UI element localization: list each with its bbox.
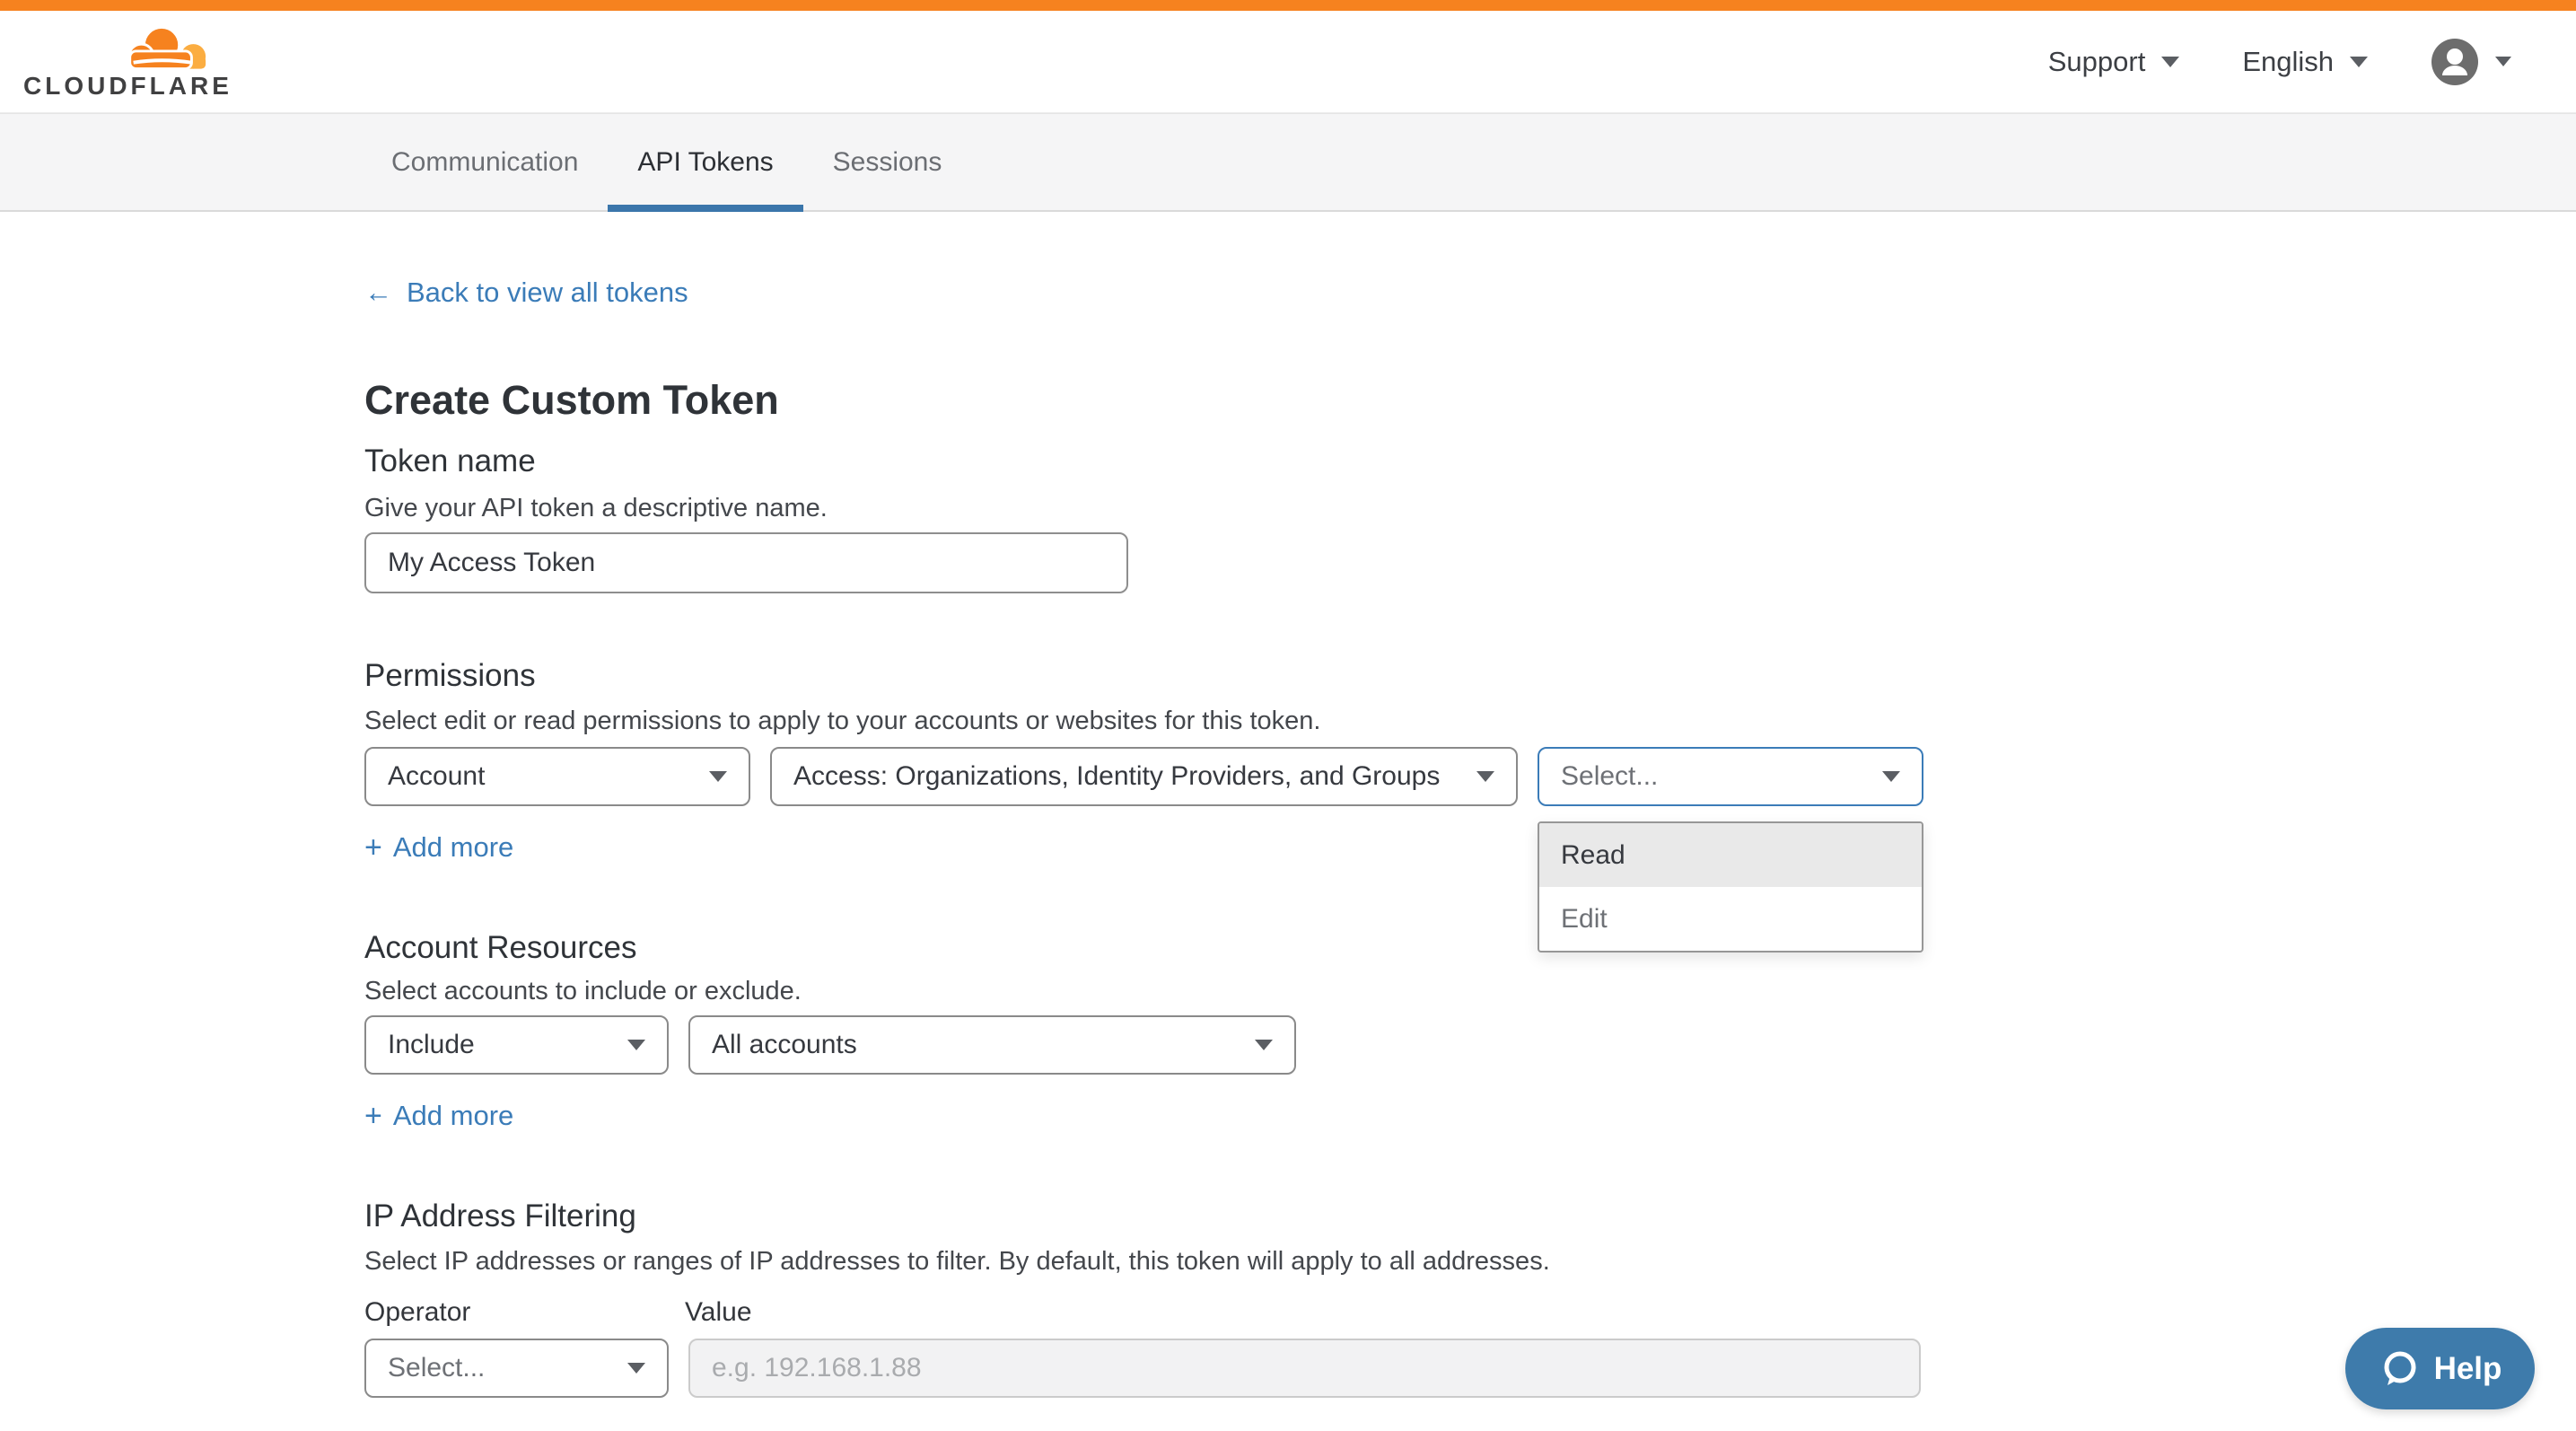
ip-operator-placeholder: Select...	[388, 1353, 486, 1383]
main-content	[0, 212, 2576, 1398]
permission-scope-value: Account	[388, 761, 486, 791]
chevron-down-icon	[2161, 57, 2179, 67]
account-resources-select-row	[364, 1015, 2576, 1075]
resource-accounts-select[interactable]	[688, 1015, 1296, 1075]
support-menu-label: Support	[2047, 45, 2146, 77]
header-menu	[2048, 38, 2511, 86]
permissions-description: Select edit or read permissions to apply to your accounts or websites for this token.	[364, 707, 1321, 735]
left-arrow-icon: ←	[364, 277, 392, 308]
permission-access-select-wrap	[1538, 747, 1923, 934]
token-name-description: Give your API token a descriptive name.	[364, 494, 828, 522]
access-dropdown-menu	[1538, 821, 1923, 953]
user-avatar-icon	[2431, 38, 2479, 86]
token-name-input[interactable]	[364, 532, 1128, 593]
chat-bubble-icon	[2379, 1348, 2420, 1390]
ip-value-input[interactable]	[688, 1339, 1921, 1398]
top-accent-bar	[0, 0, 2576, 11]
chevron-down-icon	[1255, 1040, 1273, 1050]
cloudflare-cloud-icon	[116, 22, 213, 77]
permissions-add-more-label: Add more	[392, 831, 514, 863]
chevron-down-icon	[1882, 771, 1900, 782]
chevron-down-icon	[2495, 57, 2511, 66]
ip-filtering-controls-row	[364, 1339, 2576, 1398]
permission-access-select[interactable]	[1538, 747, 1923, 806]
resource-accounts-value: All accounts	[712, 1030, 857, 1059]
chevron-down-icon	[627, 1040, 645, 1050]
resource-include-select[interactable]	[364, 1015, 669, 1075]
permissions-add-more-link[interactable]	[364, 831, 513, 864]
access-option-edit[interactable]: Edit	[1561, 903, 1608, 934]
language-menu-label: English	[2242, 45, 2334, 77]
token-name-heading: Token name	[364, 443, 536, 478]
tab-sessions[interactable]: Sessions	[832, 146, 942, 177]
cloudflare-wordmark: CLOUDFLARE	[23, 71, 232, 100]
ip-filtering-description: Select IP addresses or ranges of IP addresses to filter. By default, this token will apply to all addresses.	[364, 1247, 1550, 1276]
ip-filtering-labels	[364, 1297, 2576, 1328]
permissions-heading: Permissions	[364, 658, 536, 693]
operator-label: Operator	[364, 1297, 471, 1327]
language-menu[interactable]	[2242, 46, 2368, 78]
back-to-tokens-link[interactable]	[364, 277, 688, 309]
cloudflare-logo[interactable]	[23, 23, 232, 101]
account-resources-add-more-link[interactable]	[364, 1100, 513, 1132]
access-option-read[interactable]: Read	[1539, 823, 1922, 887]
account-menu[interactable]	[2431, 38, 2511, 86]
resource-include-value: Include	[388, 1030, 475, 1059]
chevron-down-icon	[2350, 57, 2368, 67]
ip-operator-select[interactable]	[364, 1339, 669, 1398]
plus-icon: +	[364, 1099, 382, 1133]
permission-access-placeholder: Select...	[1561, 761, 1659, 791]
page-title: Create Custom Token	[364, 377, 779, 423]
account-resources-add-more-label: Add more	[392, 1100, 514, 1131]
permission-resource-value: Access: Organizations, Identity Providers, and Groups	[793, 761, 1441, 791]
permission-resource-select[interactable]	[770, 747, 1518, 806]
help-button-label: Help	[2433, 1350, 2502, 1386]
permission-scope-select[interactable]	[364, 747, 750, 806]
ip-filtering-heading: IP Address Filtering	[364, 1198, 636, 1233]
tab-communication[interactable]: Communication	[391, 146, 579, 177]
back-link-label: Back to view all tokens	[407, 277, 688, 308]
account-resources-heading: Account Resources	[364, 930, 637, 965]
tab-api-tokens[interactable]: API Tokens	[608, 114, 802, 210]
value-label: Value	[685, 1297, 752, 1327]
help-button[interactable]	[2345, 1328, 2535, 1409]
chevron-down-icon	[627, 1363, 645, 1374]
chevron-down-icon	[1476, 771, 1494, 782]
support-menu[interactable]	[2048, 46, 2180, 78]
plus-icon: +	[364, 830, 382, 865]
header	[0, 11, 2576, 113]
chevron-down-icon	[709, 771, 727, 782]
tab-bar	[0, 113, 2576, 212]
account-resources-description: Select accounts to include or exclude.	[364, 977, 802, 1005]
